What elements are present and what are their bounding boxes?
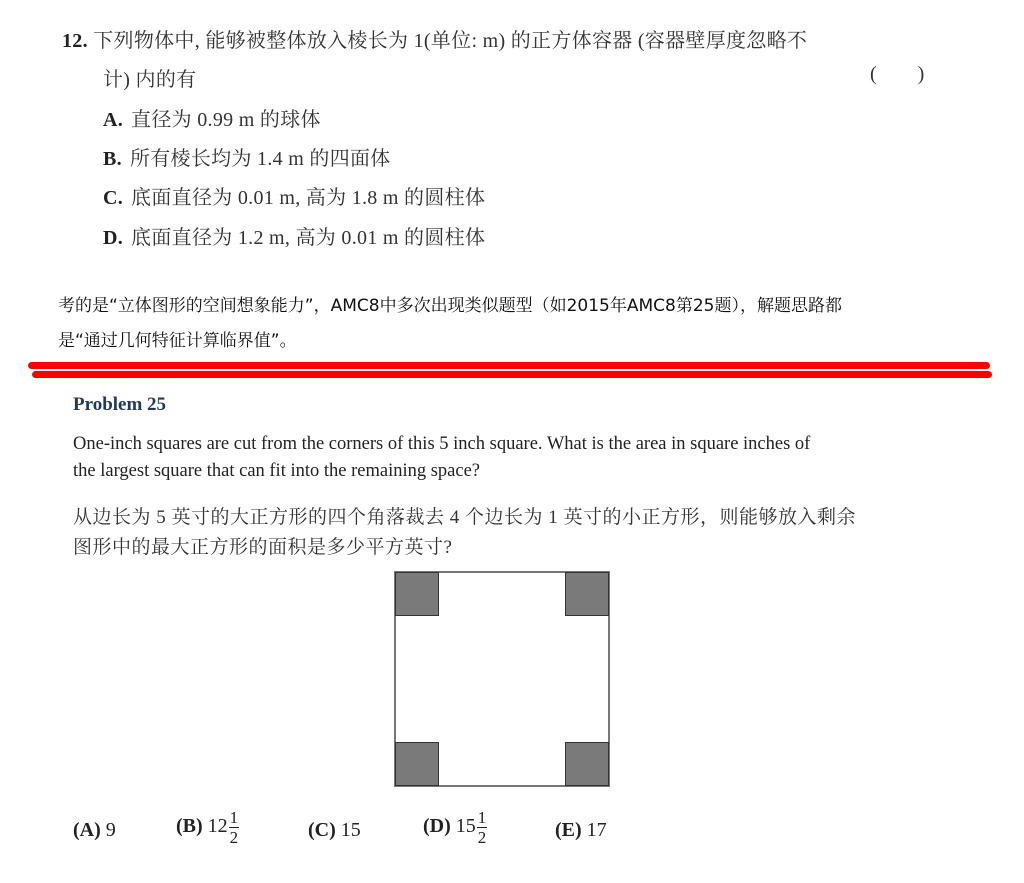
option-text: 直径为 0.99 m 的球体 <box>131 109 321 131</box>
answer-b <box>176 809 239 846</box>
option-b <box>103 142 391 171</box>
answer-d <box>423 809 487 846</box>
corner-square-top-right <box>565 572 609 616</box>
option-letter: B. <box>103 148 122 170</box>
red-divider-stroke-top <box>28 362 990 369</box>
answer-choices <box>73 808 673 865</box>
option-letter: D. <box>103 227 124 249</box>
corner-square-bottom-right <box>565 742 609 786</box>
option-text: 底面直径为 0.01 m, 高为 1.8 m 的圆柱体 <box>131 187 486 209</box>
fraction-denominator: 2 <box>229 828 239 847</box>
fraction-numerator: 1 <box>477 808 487 827</box>
option-d <box>103 221 485 250</box>
problem-text-en-line1: One-inch squares are cut from the corners of this 5 inch square. What is the area in square inches of <box>73 434 811 454</box>
problem-text-cn-line2: 图形中的最大正方形的面积是多少平方英寸? <box>73 537 453 558</box>
answer-value: 17 <box>586 819 607 841</box>
answer-letter: (D) <box>423 815 451 838</box>
question-12-stem-line1 <box>62 24 807 53</box>
fraction <box>229 809 240 846</box>
option-letter: A. <box>103 109 124 131</box>
answer-letter: (B) <box>176 815 203 838</box>
answer-value: 15 <box>340 819 361 841</box>
commentary-line2: 是“通过几何特征计算临界值”。 <box>58 331 297 351</box>
fraction <box>477 809 488 846</box>
question-stem: 下列物体中, 能够被整体放入棱长为 1(单位: m) 的正方体容器 (容器壁厚度忽略不 <box>93 30 808 52</box>
fraction-denominator: 2 <box>477 828 487 847</box>
problem-title: Problem 25 <box>73 394 167 415</box>
corner-square-bottom-left <box>395 742 439 786</box>
problem-text-cn-line1: 从边长为 5 英寸的大正方形的四个角落裁去 4 个边长为 1 英寸的小正方形，则能够放入剩余 <box>73 507 857 528</box>
corner-square-top-left <box>395 572 439 616</box>
answer-a <box>73 819 116 842</box>
problem-text-en-line2: the largest square that can fit into the remaining space? <box>73 461 481 481</box>
red-divider-stroke-bottom <box>32 371 992 378</box>
answer-blank: ( ) <box>870 63 943 85</box>
option-text: 底面直径为 1.2 m, 高为 0.01 m 的圆柱体 <box>131 227 486 249</box>
answer-value: 15 <box>455 815 476 838</box>
option-text: 所有棱长均为 1.4 m 的四面体 <box>129 148 391 170</box>
commentary-line1: 考的是“立体图形的空间想象能力”，AMC8中多次出现类似题型（如2015年AMC8第25题），解题思路都 <box>58 296 842 316</box>
answer-value: 9 <box>105 819 116 841</box>
answer-e <box>555 819 607 842</box>
question-12-stem-line2: 计) 内的有 <box>103 69 197 91</box>
square-figure <box>394 571 610 787</box>
answer-letter: (A) <box>73 819 101 841</box>
answer-c <box>308 819 361 842</box>
answer-value: 12 <box>207 815 228 838</box>
question-number: 12. <box>62 30 88 52</box>
option-letter: C. <box>103 187 124 209</box>
option-c <box>103 181 485 210</box>
option-a <box>103 103 321 132</box>
fraction-numerator: 1 <box>229 808 239 827</box>
answer-letter: (E) <box>555 819 582 841</box>
answer-letter: (C) <box>308 819 336 841</box>
